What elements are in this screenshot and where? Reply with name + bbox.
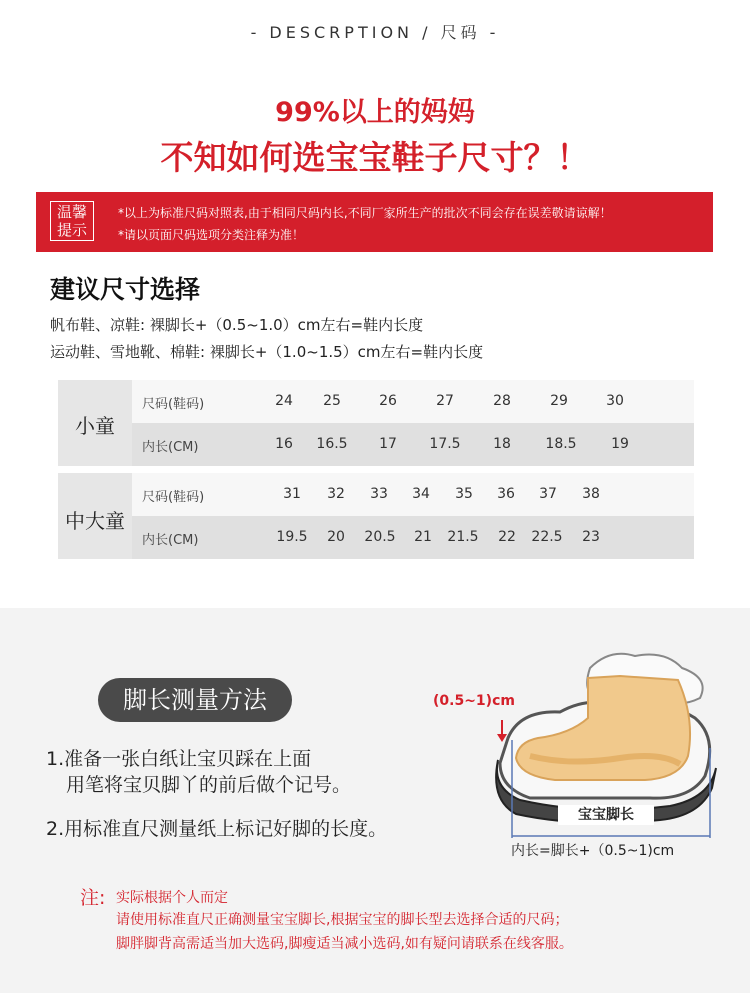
table-cell: 16 [275,436,293,452]
headline-line2: 不知如何选宝宝鞋子尺寸？！ [160,138,590,177]
notice-badge-line1: 温馨 [56,203,87,221]
diagram-foot-label: 宝宝脚长 [558,805,654,825]
size-table-small [58,380,694,466]
table-cell: 28 [493,393,511,409]
row-label-size: 尺码(鞋码) [142,397,205,412]
table-cell: 24 [275,393,293,409]
notice-badge [50,201,94,241]
notice-banner [36,192,713,252]
table-cell: 29 [550,393,568,409]
notice-text-1: *以上为标准尺码对照表,由于相同尺码内长,不同厂家所生产的批次不同会存在误差敬请谅解！ [118,206,612,220]
method-title: 脚长测量方法 [98,678,292,722]
table-cell: 32 [327,486,345,502]
table-cell: 30 [606,393,624,409]
measure-section [0,608,750,993]
table-cell: 34 [412,486,430,502]
table-cell: 20.5 [364,529,396,545]
step-1-line-a: 1.准备一张白纸让宝贝踩在上面 [46,748,312,770]
row-label-size: 尺码(鞋码) [142,490,205,505]
table-group-label: 小童 [75,414,115,438]
table-cell: 22.5 [531,529,563,545]
table-cell: 25 [323,393,341,409]
table-cell: 19.5 [276,529,308,545]
table-cell: 23 [582,529,600,545]
table-cell: 27 [436,393,454,409]
step-1-line-b: 用笔将宝贝脚丫的前后做个记号。 [66,774,352,796]
table-cell: 18 [493,436,511,452]
table-cell: 20 [327,529,345,545]
recommend-line-1: 帆布鞋、凉鞋: 裸脚长+（0.5~1.0）cm左右=鞋内长度 [50,316,424,334]
diagram-inner-label: 内长=脚长+（0.5~1)cm [511,843,675,859]
table-row-sizes [132,473,694,516]
table-cell: 17 [379,436,397,452]
table-cell: 16.5 [316,436,348,452]
table-cell: 38 [582,486,600,502]
page-header: - DESCRPTION / 尺码 - [250,23,500,42]
notice-text-2: *请以页面尺码选项分类注释为准！ [118,228,305,242]
note-line-3: 脚胖脚背高需适当加大选码,脚瘦适当减小选码,如有疑问请联系在线客服。 [116,936,573,952]
row-label-length: 内长(CM) [142,533,199,548]
table-cell: 19 [611,436,629,452]
diagram-range-label: (0.5~1)cm [433,693,515,709]
note-label: 注: [80,887,106,909]
table-row-lengths [132,423,694,466]
table-cell: 37 [539,486,557,502]
recommend-title: 建议尺寸选择 [50,275,201,304]
row-label-length: 内长(CM) [142,440,199,455]
table-cell: 18.5 [545,436,577,452]
table-cell: 31 [283,486,301,502]
table-cell: 21.5 [447,529,479,545]
size-table-large [58,473,694,559]
table-cell: 26 [379,393,397,409]
step-2: 2.用标准直尺测量纸上标记好脚的长度。 [46,818,388,840]
table-row-lengths [132,516,694,559]
table-cell: 33 [370,486,388,502]
table-row-sizes [132,380,694,423]
table-group-label: 中大童 [65,509,125,533]
note-line-1: 实际根据个人而定 [116,890,228,906]
table-cell: 22 [498,529,516,545]
recommend-line-2: 运动鞋、雪地靴、棉鞋: 裸脚长+（1.0~1.5）cm左右=鞋内长度 [50,343,484,361]
notice-badge-line2: 提示 [56,221,87,239]
table-cell: 17.5 [429,436,461,452]
table-cell: 21 [414,529,432,545]
headline-line1: 99%以上的妈妈 [275,97,475,128]
table-cell: 36 [497,486,515,502]
note-line-2: 请使用标准直尺正确测量宝宝脚长,根据宝宝的脚长型去选择合适的尺码； [116,912,569,928]
table-cell: 35 [455,486,473,502]
